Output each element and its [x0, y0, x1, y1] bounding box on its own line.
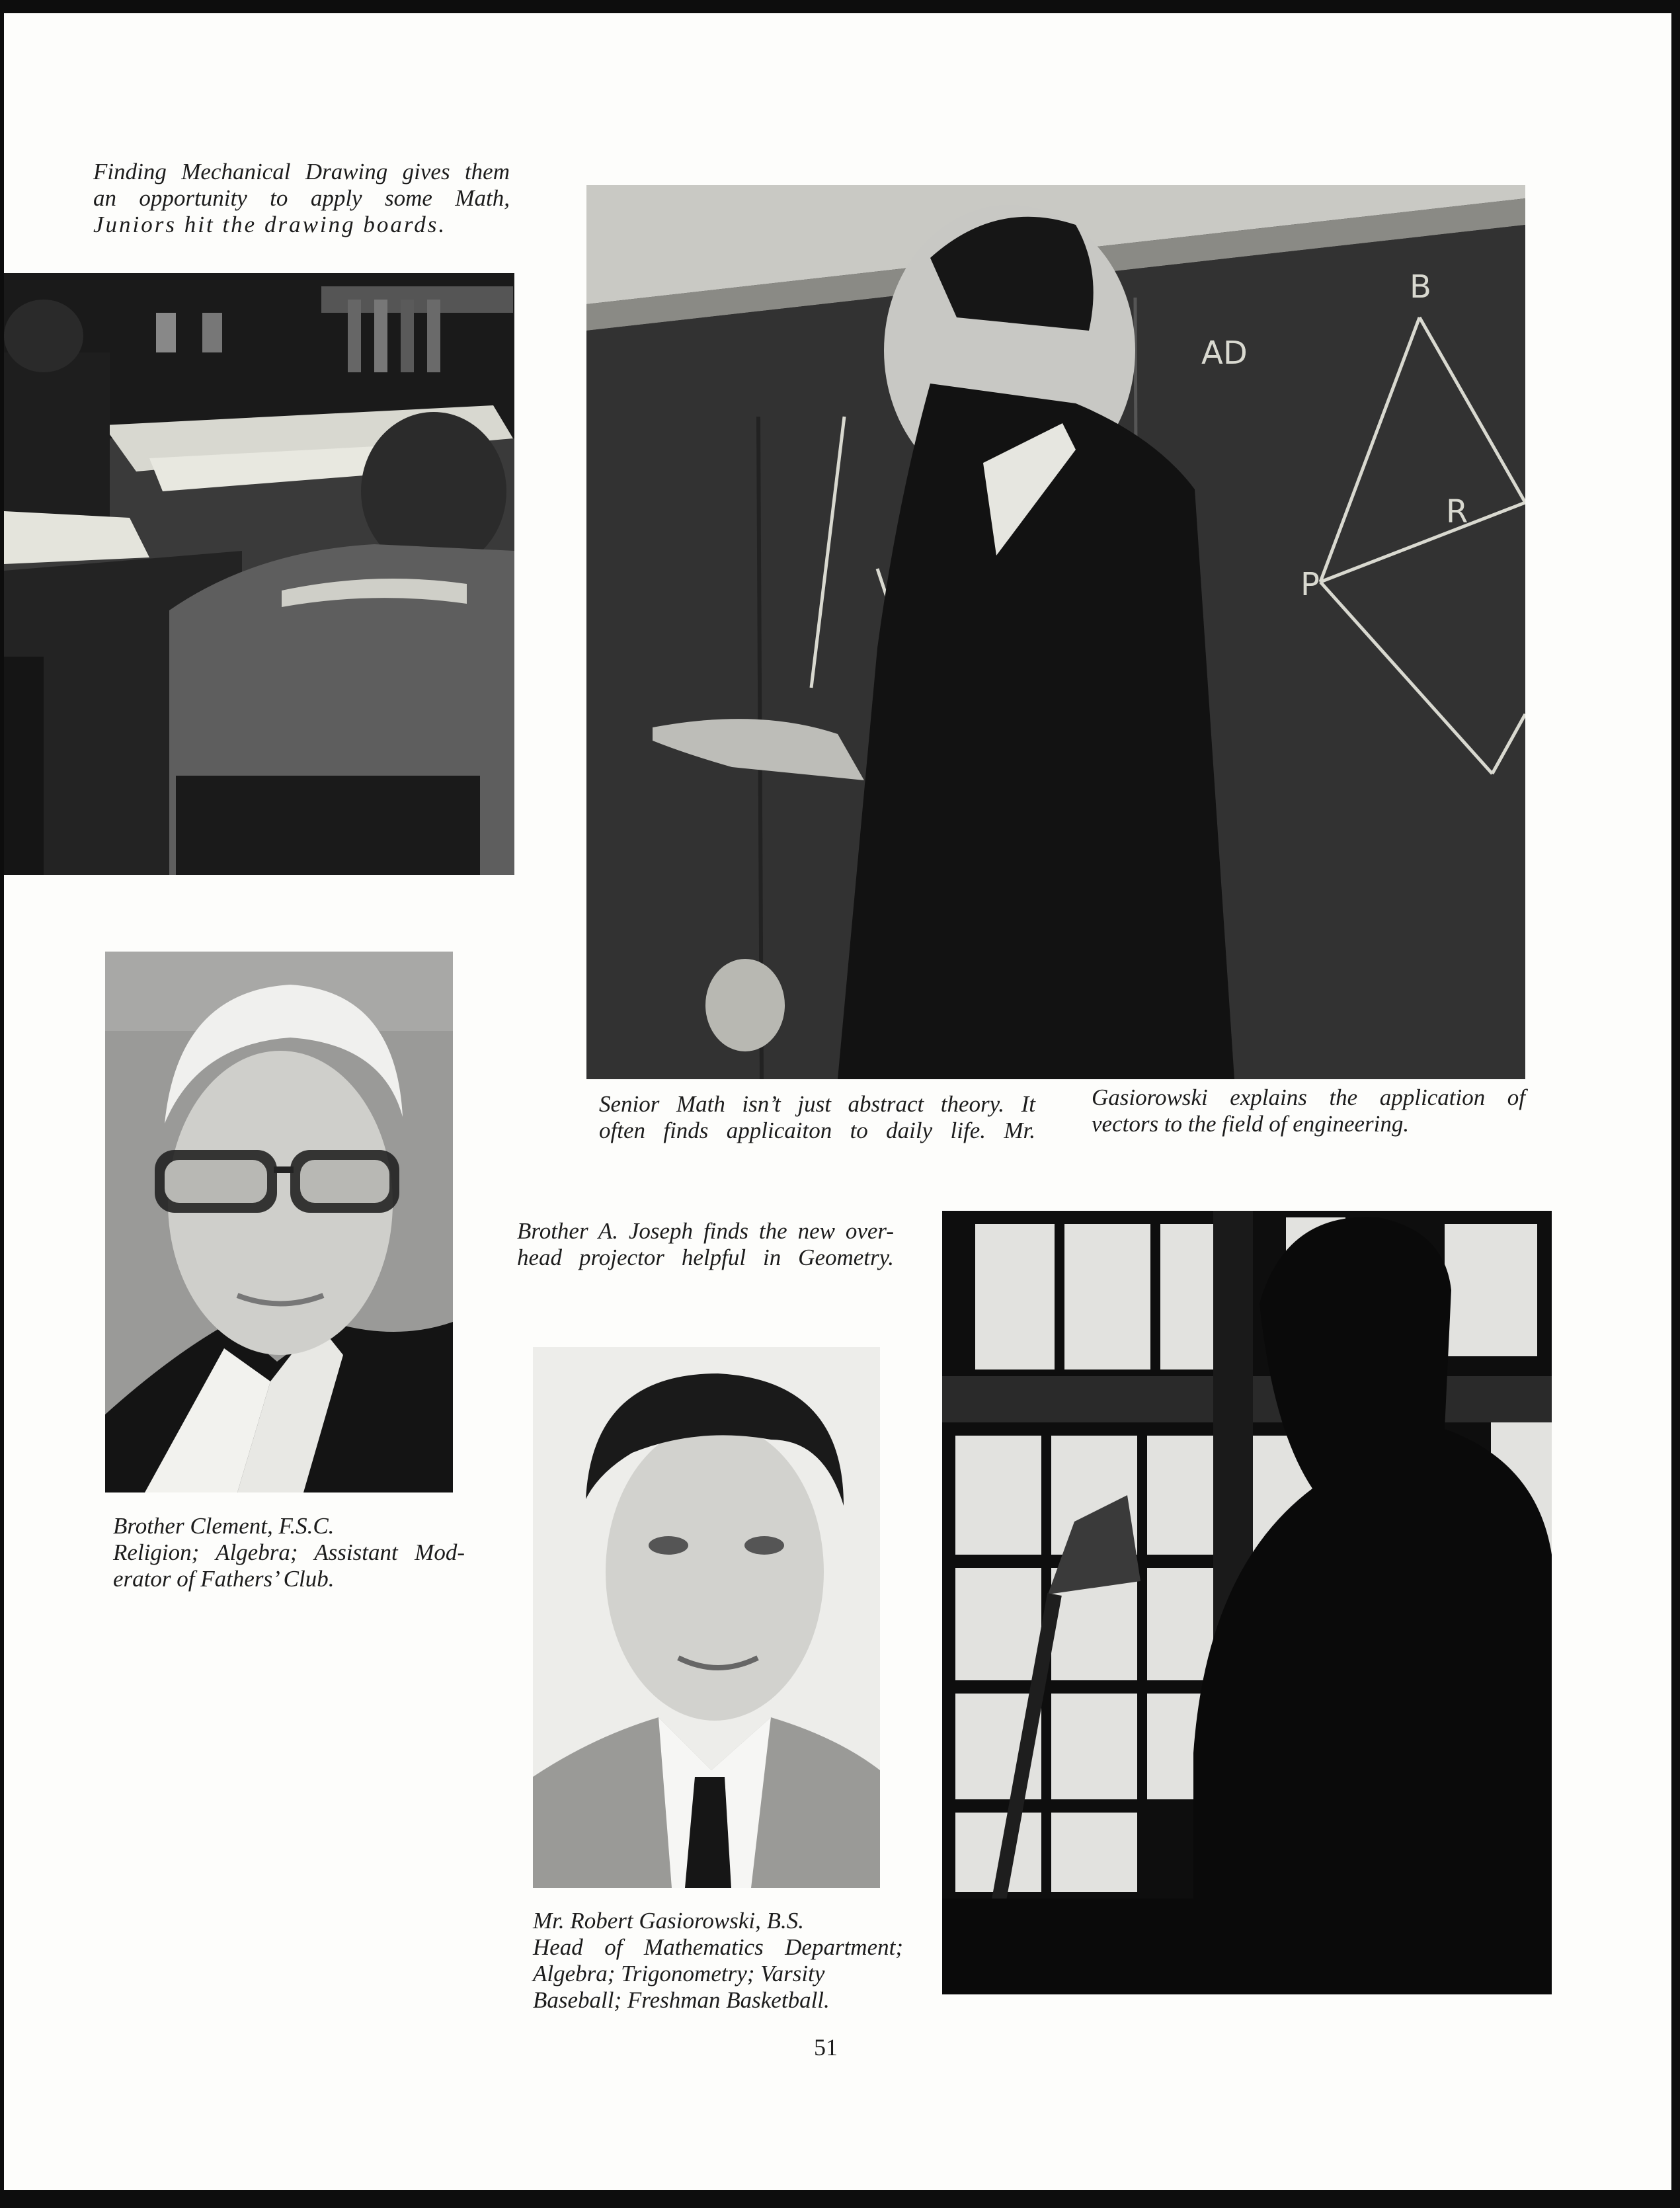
photo-mechanical-drawing-class — [4, 273, 514, 875]
portrait-robert-gasiorowski — [533, 1347, 880, 1888]
caption-brother-joseph: Brother A. Joseph finds the new over- head projector helpful in Geometry. — [517, 1218, 894, 1270]
photo-chalkboard-vectors — [586, 185, 1525, 1079]
chalk-label-ad: AD — [1201, 335, 1248, 372]
chalk-label-p: P — [1300, 566, 1320, 603]
portrait-brother-clement — [105, 952, 453, 1492]
caption-brother-clement: Brother Clement, F.S.C. Religion; Algebra; Assistant Mod- erator of Fathers’ Club. — [113, 1513, 465, 1592]
caption-senior-math-left: Senior Math isn’t just abstract theory. It often finds applicaiton to daily life. Mr. — [599, 1091, 1035, 1143]
photo-overhead-projector — [942, 1211, 1552, 1994]
caption-mechanical-drawing: Finding Mechanical Drawing gives them an opportunity to apply some Math, Juniors hit the drawing boards. — [93, 159, 510, 237]
chalk-label-b: B — [1410, 268, 1431, 306]
chalk-label-r: R — [1446, 493, 1468, 530]
caption-robert-gasiorowski: Mr. Robert Gasiorowski, B.S. Head of Mathematics Department; Algebra; Trigonometry; Varsity Baseball; Freshman Basketball. — [533, 1908, 903, 2013]
page-number: 51 — [814, 2034, 838, 2061]
caption-senior-math-right: Gasiorowski explains the application of vectors to the field of engineering. — [1092, 1084, 1525, 1137]
yearbook-page — [4, 13, 1671, 2190]
